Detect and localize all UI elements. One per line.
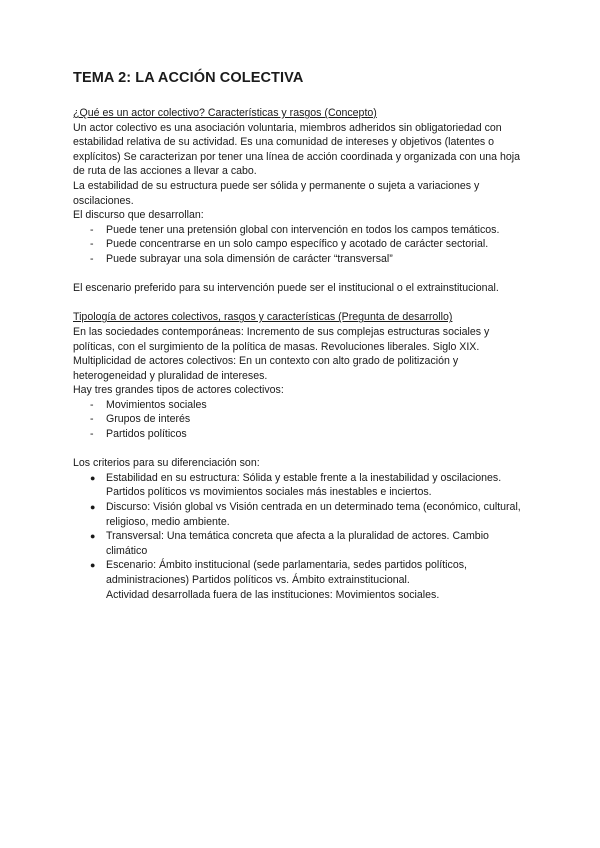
discourse-list	[73, 223, 533, 267]
bullet-marker: ●	[90, 560, 96, 571]
dash-marker: -	[90, 238, 94, 251]
list-item: ● Transversal: Una temática concreta que afecta a la pluralidad de actores. Cambio climático	[90, 530, 489, 557]
list-item: - Grupos de interés	[90, 413, 191, 426]
list-item: - Puede tener una pretensión global con intervención en todos los campos temáticos.	[90, 223, 500, 236]
list-item-continuation: Actividad desarrollada fuera de las instituciones: Movimientos sociales.	[106, 588, 440, 601]
list-item: - Partidos políticos	[90, 428, 187, 441]
dash-marker: -	[90, 428, 94, 441]
paragraph: La estabilidad de su estructura puede ser sólida y permanente o sujeta a variaciones y oscilaciones.	[73, 179, 480, 207]
paragraph: Hay tres grandes tipos de actores colectivos:	[73, 384, 284, 397]
dash-marker: -	[90, 252, 94, 265]
list-item: ● Estabilidad en su estructura: Sólida y estable frente a la inestabilidad y oscilaciones. Partidos políticos vs movimientos sociales más inestables e inciertos.	[90, 471, 502, 499]
page-title: TEMA 2: LA ACCIÓN COLECTIVA	[73, 70, 304, 86]
criteria-list	[73, 471, 533, 602]
dash-marker: -	[90, 398, 94, 411]
list-item: ● Escenario: Ámbito institucional (sede parlamentaria, sedes partidos políticos, administraciones) Partidos políticos vs. Ámbito extrainstitucional. Actividad desarrollada fuera de las instituciones: Movimientos sociales.	[90, 559, 467, 601]
list-item: ● Discurso: Visión global vs Visión centrada en un determinado tema (económico, cultural, religioso, medio ambiente.	[90, 501, 521, 528]
paragraph: En las sociedades contemporáneas: Incremento de sus complejas estructuras sociales y políticas, con el surgimiento de la política de masas. Revoluciones liberales. Siglo XIX.	[73, 325, 490, 353]
dash-marker: -	[90, 223, 94, 236]
paragraph: El discurso que desarrollan:	[73, 209, 204, 222]
list-item: - Puede concentrarse en un solo campo específico y acotado de carácter sectorial.	[90, 238, 489, 251]
section-heading-typology: Tipología de actores colectivos, rasgos y características (Pregunta de desarrollo)	[73, 311, 453, 324]
paragraph: Multiplicidad de actores colectivos: En un contexto con alto grado de politización y heterogeneidad y pluralidad de intereses.	[73, 355, 459, 382]
list-item: - Puede subrayar una sola dimensión de carácter “transversal”	[90, 252, 393, 265]
bullet-marker: ●	[90, 472, 96, 483]
bullet-marker: ●	[90, 531, 96, 542]
section-heading-concept: ¿Qué es un actor colectivo? Características y rasgos (Concepto)	[73, 107, 377, 119]
list-item: - Movimientos sociales	[90, 398, 207, 411]
paragraph: El escenario preferido para su intervención puede ser el institucional o el extrainstitucional.	[73, 282, 499, 295]
bullet-marker: ●	[90, 502, 96, 513]
document-content	[73, 70, 533, 602]
actor-types-list	[73, 398, 533, 442]
paragraph: Un actor colectivo es una asociación voluntaria, miembros adheridos sin obligatoriedad con estabilidad relativa de su actividad. Es una comunidad de intereses y objetivos (latentes o explícitos) Se caracterizan por tener una línea de acción coordinada y organizada con una hoja de ruta de las acciones a llevar a cabo.	[73, 121, 520, 178]
paragraph: Los criterios para su diferenciación son:	[73, 457, 260, 470]
dash-marker: -	[90, 413, 94, 426]
